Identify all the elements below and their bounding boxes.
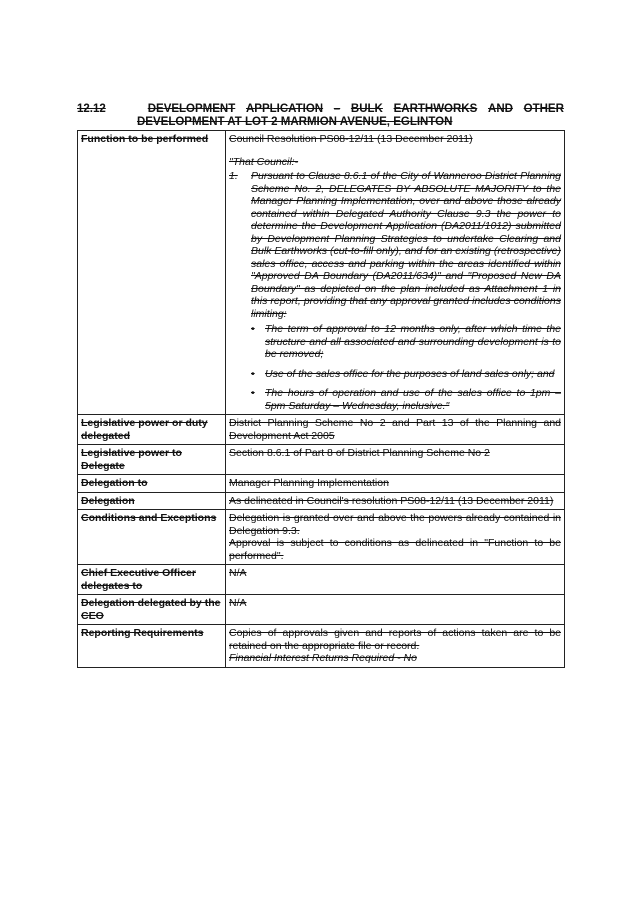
- item-text: Pursuant to Clause 8.6.1 of the City of Wanneroo District Planning Scheme No. 2, DELEGATES BY ABSOLUTE MAJORITY to the Manager Planning Implementation, over and above those already contained within Delegated Authority Clause 9.3 the power to determine the Development Application (DA2011/1012) submitted by Development Planning Strategies to undertake Clearing and Bulk Earthworks (cut-to-fill only), and for an existing (retrospective) sales office, access and parking within the areas identified within "Approved DA Boundary (DA2011/634)" and "Proposed New DA Boundary" as depicted on the plan included as Attachment 1 in this report, providing that any approval granted includes conditions limiting:: [251, 170, 561, 320]
- table-row-delegation: [78, 492, 565, 510]
- function-cell: [226, 131, 565, 415]
- row-label: Legislative power or duty delegated: [78, 415, 226, 445]
- row-label: Delegation to: [78, 475, 226, 493]
- table-row-function: [78, 131, 565, 415]
- resolution-item: [229, 170, 561, 320]
- item-number: 1.: [229, 170, 238, 182]
- row-value: Delegation is granted over and above the powers already contained in Delegation 9.3.: [229, 512, 561, 537]
- heading-word: BULK: [350, 103, 383, 115]
- list-item-text: Use of the sales office for the purposes of land sales only; and: [265, 367, 555, 380]
- heading-word: APPLICATION: [245, 103, 324, 115]
- row-value: Approval is subject to conditions as delineated in "Function to be performed".: [229, 537, 561, 562]
- row-value: N/A: [226, 565, 565, 595]
- table-row-delegation-ceo: [78, 595, 565, 625]
- council-resolution: Council Resolution PS08-12/11 (13 December 2011): [229, 133, 473, 145]
- list-item: [251, 368, 561, 381]
- heading-line-1: [77, 103, 564, 116]
- heading-word: DEVELOPMENT: [147, 103, 236, 115]
- table-row-reporting: [78, 625, 565, 668]
- row-label: Legislative power to Delegate: [78, 445, 226, 475]
- row-label: Reporting Requirements: [78, 625, 226, 668]
- row-value: As delineated in Council's resolution PS08-12/11 (13 December 2011): [226, 492, 565, 510]
- row-value: Copies of approvals given and reports of actions taken are to be retained on the appropriate file or record.: [229, 627, 561, 652]
- heading-line-2: DEVELOPMENT AT LOT 2 MARMION AVENUE, EGLINTON: [137, 116, 453, 128]
- heading-word: –: [333, 103, 341, 115]
- row-value: District Planning Scheme No 2 and Part 13 of the Planning and Development Act 2005: [226, 415, 565, 445]
- row-label: Delegation delegated by the CEO: [78, 595, 226, 625]
- table-row-legislative-power-delegate: [78, 445, 565, 475]
- table-row-legislative-power-duty: [78, 415, 565, 445]
- list-item: [251, 387, 561, 412]
- row-value: Section 8.6.1 of Part 8 of District Planning Scheme No 2: [226, 445, 565, 475]
- delegation-table: [77, 130, 565, 668]
- reporting-cell: [226, 625, 565, 668]
- row-label: Chief Executive Officer delegates to: [78, 565, 226, 595]
- table-row-ceo-delegates: [78, 565, 565, 595]
- bullet-icon: •: [251, 387, 255, 399]
- list-item: [251, 323, 561, 361]
- section-number: 12.12: [77, 103, 106, 115]
- heading-word: OTHER: [523, 103, 564, 115]
- row-value: Financial Interest Returns Required - No: [229, 652, 417, 664]
- conditions-list: [251, 323, 561, 412]
- heading-word: EARTHWORKS: [393, 103, 478, 115]
- list-item-text: The term of approval to 12 months only, after which time the structure and all associated and surrounding development is to be removed;: [265, 323, 561, 360]
- quote-intro: "That Council:-: [229, 155, 299, 168]
- row-label: Conditions and Exceptions: [78, 510, 226, 565]
- bullet-icon: •: [251, 323, 255, 335]
- bullet-icon: •: [251, 367, 255, 380]
- section-heading: [77, 103, 564, 129]
- conditions-cell: [226, 510, 565, 565]
- heading-word: AND: [488, 103, 513, 115]
- table-row-delegation-to: [78, 475, 565, 493]
- row-label: Delegation: [78, 492, 226, 510]
- row-value: N/A: [226, 595, 565, 625]
- row-label: Function to be performed: [78, 131, 226, 415]
- row-value: Manager Planning Implementation: [226, 475, 565, 493]
- list-item-text: The hours of operation and use of the sales office to 1pm – 5pm Saturday – Wednesday, inclusive.": [265, 387, 561, 412]
- table-row-conditions: [78, 510, 565, 565]
